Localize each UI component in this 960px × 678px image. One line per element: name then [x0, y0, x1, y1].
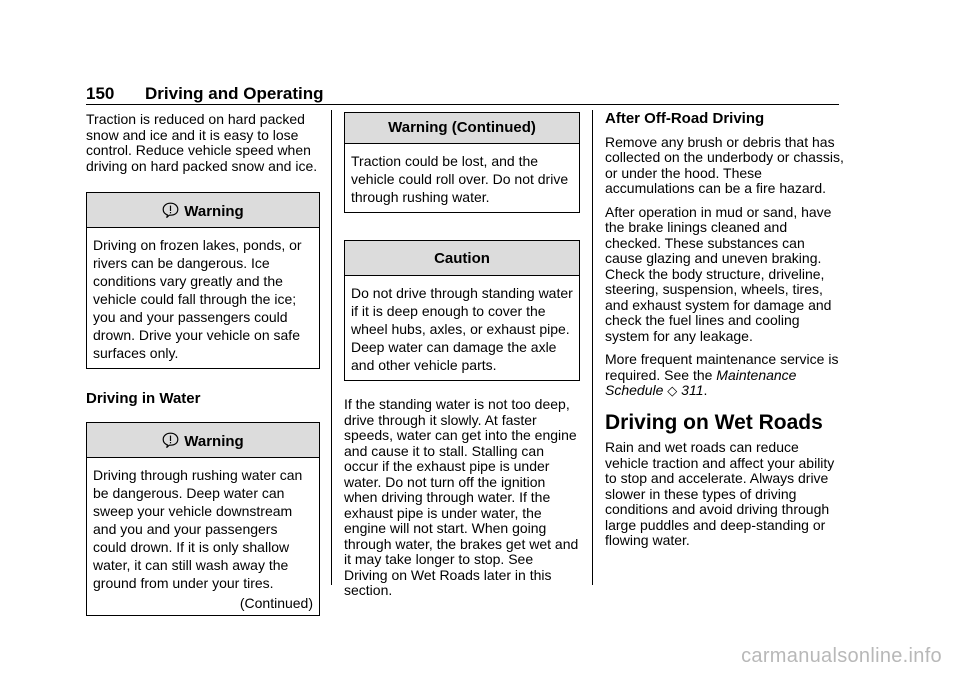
heading-after-off-road: After Off-Road Driving	[605, 110, 765, 127]
column-divider-1	[331, 110, 332, 585]
wet-roads-paragraph: Rain and wet roads can reduce vehicle traction and affect your ability to stop and accelerate. Always drive slower in these types of driving conditions and avoid driving through large puddles and deep-standing or flowing water.	[605, 439, 835, 548]
warning-continued-body: Traction could be lost, and the vehicle could roll over. Do not drive through rushing water.	[351, 153, 569, 205]
maintenance-schedule-link[interactable]: Maintenance Schedule	[605, 366, 797, 398]
page-number: 150	[86, 84, 115, 103]
warning-body-text: Driving through rushing water can be dangerous. Deep water can sweep your vehicle downstream and you and your passengers could drown. If it is only shallow water, it can still wash away the ground from under your tires.	[93, 466, 303, 591]
offroad-paragraph-1: Remove any brush or debris that has collected on the underbody or chassis, or under the hood. These accumulations can be a fire hazard.	[605, 133, 844, 196]
offroad-paragraph-2: After operation in mud or sand, have the brake linings cleaned and checked. These substances can cause glazing and uneven braking. Check the body structure, driveline, steering, suspension, wheels, tires, and exhaust system for damage and check the fuel lines and cooling system for any leakage.	[605, 203, 832, 344]
warning-title: Warning	[184, 203, 244, 220]
warning-icon	[162, 202, 179, 218]
standing-water-paragraph: If the standing water is not too deep, drive through it slowly. At faster speeds, water can get into the engine and cause it to stall. Stalling can occur if the exhaust pipe is under water. Do not turn off the ignition when driving through water. If the exhaust pipe is under water, the engine will not start. When going through water, the brakes get wet and it may take longer to stop. See Driving on Wet Roads later in this section.	[344, 396, 579, 598]
column-2	[344, 112, 580, 599]
continued-label: (Continued)	[239, 594, 313, 611]
warning-box-header	[87, 193, 319, 228]
heading-driving-on-wet-roads: Driving on Wet Roads	[605, 410, 823, 434]
watermark: carmanualsonline.info	[741, 645, 942, 667]
section-title: Driving and Operating	[145, 84, 324, 103]
caution-body: Do not drive through standing water if it is deep enough to cover the wheel hubs, axles, or exhaust pipe. Deep water can damage the axle and other vehicle parts.	[351, 285, 573, 373]
warning-continued-header: Warning (Continued)	[345, 113, 579, 144]
heading-driving-in-water: Driving in Water	[86, 390, 201, 407]
p3-text: More frequent maintenance service is required. See the	[605, 351, 839, 383]
column-divider-2	[592, 110, 593, 585]
column-3	[605, 112, 845, 549]
caution-header: Caution	[345, 241, 579, 276]
caution-box	[344, 240, 580, 381]
warning-box-header	[87, 423, 319, 458]
warning-icon	[162, 432, 179, 448]
warning-box-ice	[86, 192, 320, 369]
intro-paragraph: Traction is reduced on hard packed snow and ice and it is easy to lose control. Reduce vehicle speed when driving on hard packed snow and ice.	[86, 111, 318, 174]
page-reference-icon: ◇	[667, 383, 678, 398]
warning-continued-box	[344, 112, 580, 213]
warning-body: Driving on frozen lakes, ponds, or rivers can be dangerous. Ice conditions vary greatly and the vehicle could fall through the ice; you and your passengers could drown. Drive your vehicle on safe surfaces only.	[93, 237, 302, 361]
column-1	[86, 112, 320, 616]
warning-box-water	[86, 422, 320, 616]
p3-end: .	[703, 382, 708, 398]
warning-body	[87, 458, 319, 615]
page-reference-number[interactable]: 311	[681, 382, 704, 398]
warning-title: Warning	[184, 432, 244, 450]
header-rule	[86, 104, 839, 105]
offroad-paragraph-3	[605, 352, 845, 399]
